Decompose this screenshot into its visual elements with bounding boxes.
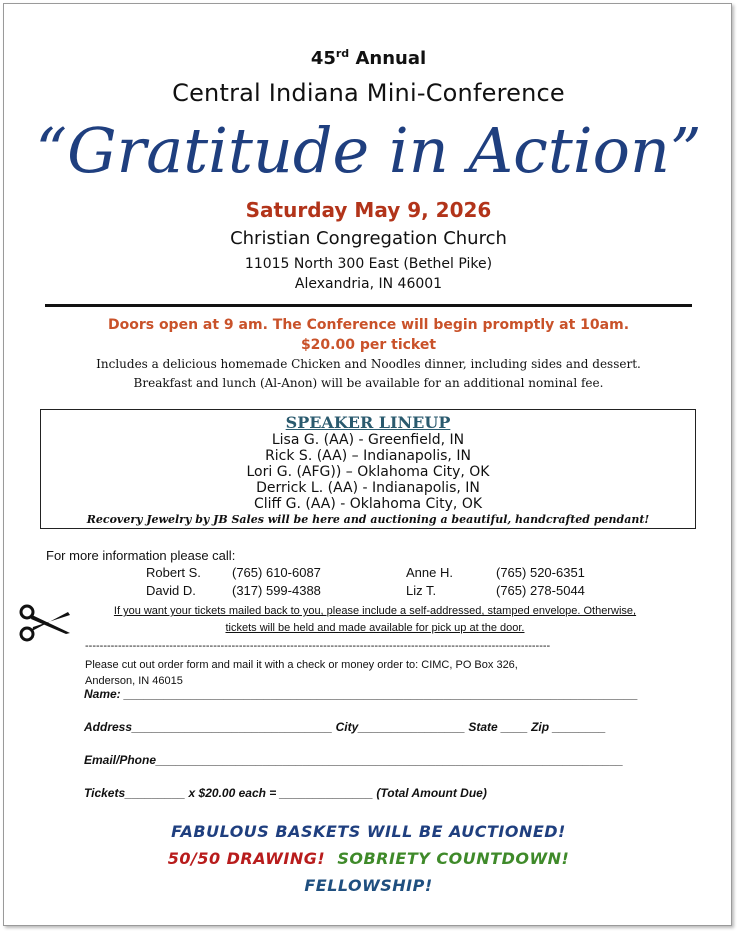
contact-intro: For more information please call: (46, 548, 236, 563)
address-line1: 11015 North 300 East (Bethel Pike) (244, 256, 493, 272)
instr-prefix: Please cut out order form and mail it with a check or money order to: (85, 659, 422, 671)
ticket-price: $20.00 per ticket (300, 337, 437, 353)
speaker-item: Cliff G. (AA) - Oklahoma City, OK (253, 496, 483, 512)
instr-city: Anderson, IN 46015 (85, 675, 183, 687)
fellowship-text: FELLOWSHIP! (304, 876, 433, 895)
contact-name: Anne H. (406, 565, 453, 580)
contact-name: Robert S. (146, 565, 201, 580)
speaker-item: Rick S. (AA) – Indianapolis, IN (265, 448, 471, 464)
cut-line: ------------------------------------------------------------------------------------------------------------------------------- (85, 640, 551, 652)
mailing-line1: If you want your tickets mailed back to you, please include a self-addressed, stamped envelope. Otherwise, (113, 605, 637, 617)
divider (45, 304, 692, 307)
amount-field[interactable]: ______________ (279, 786, 374, 800)
breakfast-text: Breakfast and lunch (Al-Anon) will be available for an additional nominal fee. (133, 376, 604, 390)
email-phone-field[interactable]: Email/Phone______________________________________________________________________ (84, 753, 624, 767)
address-field[interactable]: Address (84, 720, 133, 734)
address-row[interactable]: Address______________________________ City________________ State ____ Zip ________ (84, 720, 606, 734)
includes-info (0, 355, 737, 393)
instr-address: CIMC, PO Box 326, (421, 659, 518, 671)
doors-info (0, 315, 737, 355)
contact-phone: (765) 520-6351 (496, 565, 585, 580)
speaker-lineup-title: SPEAKER LINEUP (285, 413, 451, 432)
includes-text: Includes a delicious homemade Chicken and Noodles dinner, including sides and dessert. (96, 357, 641, 371)
order-instructions (85, 657, 655, 689)
address-line2: Alexandria, IN 46001 (294, 276, 443, 292)
contact-name: Liz T. (406, 583, 437, 598)
speaker-item: Lori G. (AFG)) – Oklahoma City, OK (246, 464, 490, 480)
drawing-text: 50/50 DRAWING! (167, 849, 326, 868)
contact-phone: (765) 610-6087 (232, 565, 321, 580)
contact-name: David D. (146, 583, 196, 598)
countdown-text: SOBRIETY COUNTDOWN! (337, 849, 570, 868)
event-headline: “Gratitude in Action” (35, 114, 702, 187)
mailing-line2: tickets will be held and made available for pick up at the door. (225, 622, 525, 634)
city-field[interactable]: City (332, 720, 359, 734)
speaker-item: Derrick L. (AA) - Indianapolis, IN (256, 480, 480, 496)
mailing-note (55, 603, 695, 637)
zip-field[interactable]: Zip (527, 720, 553, 734)
speaker-item: Lisa G. (AA) - Greenfield, IN (271, 432, 465, 448)
speaker-lineup-box (40, 409, 696, 529)
venue-name: Christian Congregation Church (230, 228, 507, 249)
tickets-field[interactable]: Tickets (84, 786, 126, 800)
annual-heading: 45rd Annual (310, 47, 427, 69)
contact-phone: (317) 599-4388 (232, 583, 321, 598)
doors-text: Doors open at 9 am. The Conference will begin promptly at 10am. (107, 317, 630, 333)
conference-subtitle: Central Indiana Mini-Conference (172, 79, 565, 107)
jewelry-note: Recovery Jewelry by JB Sales will be here and auctioning a beautiful, handcrafted pendant! (86, 513, 650, 526)
event-date: Saturday May 9, 2026 (245, 198, 492, 222)
contact-phone: (765) 278-5044 (496, 583, 585, 598)
baskets-text: FABULOUS BASKETS WILL BE AUCTIONED! (171, 822, 566, 841)
venue-address (0, 254, 737, 294)
state-field[interactable]: State (465, 720, 502, 734)
extras-line2 (0, 849, 737, 868)
tickets-row[interactable]: Tickets_________ x $20.00 each = ______________ (Total Amount Due) (84, 786, 487, 800)
name-field[interactable]: Name: _____________________________________________________________________________ (84, 687, 638, 701)
